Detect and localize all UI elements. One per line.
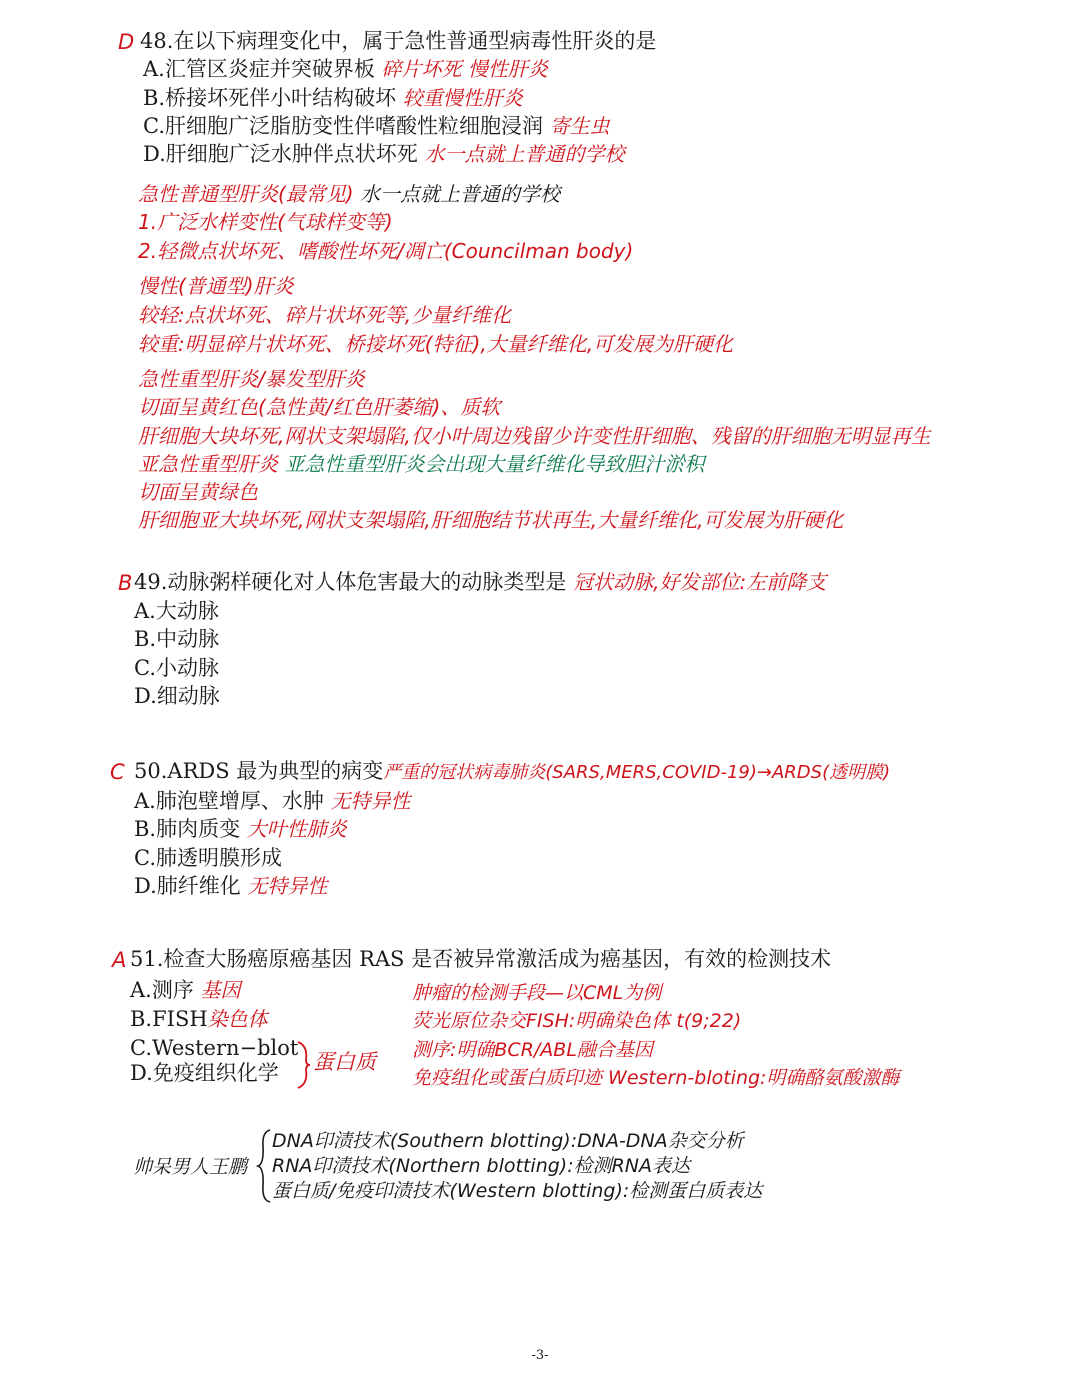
q50-stem: 50.ARDS 最为典型的病变严重的冠状病毒肺炎(SARS,MERS,COVID-19)→ARDS(透明膜) — [134, 759, 891, 783]
q48-option-c: C.肝细胞广泛脂肪变性伴嗜酸性粒细胞浸润 寄生虫 — [143, 114, 610, 138]
blot-southern: DNA印渍技术(Southern blotting):DNA-DNA杂交分析 — [272, 1130, 744, 1152]
fulminant-title: 急性重型肝炎/暴发型肝炎 — [138, 367, 365, 391]
blot-mnemonic-label: 帅呆男人王鹏 — [133, 1156, 248, 1178]
q49-answer: B — [118, 571, 133, 595]
blot-northern: RNA印渍技术(Northern blotting):检测RNA表达 — [272, 1155, 691, 1177]
q51-option-c: C.Western−blot — [130, 1036, 299, 1060]
chronic-hepatitis-title: 慢性(普通型)肝炎 — [138, 274, 294, 298]
acute-point-2: 2.轻微点状坏死、嗜酸性坏死/凋亡(Councilman body) — [138, 239, 634, 263]
q50-option-a-note: 无特异性 — [330, 789, 411, 813]
q50-note: 严重的冠状病毒肺炎(SARS,MERS,COVID-19)→ARDS(透明膜) — [383, 762, 891, 783]
chronic-mild: 较轻:点状坏死、碎片状坏死等,少量纤维化 — [138, 303, 512, 327]
subacute-green-note: 亚急性重型肝炎会出现大量纤维化导致胆汁淤积 — [284, 452, 705, 476]
q51-option-a-note: 基因 — [200, 978, 241, 1002]
q49-option-c: C.小动脉 — [134, 656, 219, 680]
acute-mnemonic: 水一点就上普通的学校 — [359, 182, 560, 206]
q51-protein-note: 蛋白质 — [313, 1050, 376, 1074]
q51-option-a: A.测序 基因 — [130, 978, 241, 1002]
q48-option-d: D.肝细胞广泛水肿伴点状坏死 水一点就上普通的学校 — [143, 142, 625, 166]
q51-right-note-4: 免疫组化或蛋白质印迹 Western-bloting:明确酪氨酸激酶 — [412, 1067, 900, 1089]
q51-option-b-note: 染色体 — [207, 1007, 268, 1031]
q49-option-b: B.中动脉 — [134, 627, 220, 651]
q50-option-c: C.肺透明膜形成 — [134, 846, 282, 870]
q49-option-a: A.大动脉 — [134, 599, 219, 623]
q50-option-a: A.肺泡壁增厚、水肿 无特异性 — [134, 789, 411, 813]
q50-option-b-note: 大叶性肺炎 — [246, 817, 347, 841]
q49-option-d: D.细动脉 — [134, 684, 220, 708]
q51-right-note-1: 肿瘤的检测手段—以CML为例 — [412, 982, 662, 1004]
q48-option-b-note: 较重慢性肝炎 — [402, 86, 523, 110]
acute-hepatitis-title: 急性普通型肝炎(最常见) 水一点就上普通的学校 — [138, 182, 560, 206]
q48-option-a: A.汇管区炎症并突破界板 碎片坏死 慢性肝炎 — [143, 57, 548, 81]
q48-option-d-note: 水一点就上普通的学校 — [424, 142, 625, 166]
q51-stem: 51.检查大肠癌原癌基因 RAS 是否被异常激活成为癌基因，有效的检测技术 — [130, 947, 832, 971]
chronic-severe: 较重:明显碎片状坏死、桥接坏死(特征),大量纤维化,可发展为肝硬化 — [138, 332, 734, 356]
q48-stem: 48.在以下病理变化中，属于急性普通型病毒性肝炎的是 — [140, 29, 657, 53]
q49-stem: 49.动脉粥样硬化对人体危害最大的动脉类型是 冠状动脉,好发部位:左前降支 — [134, 570, 827, 594]
q50-answer: C — [110, 760, 125, 784]
fulminant-point-2: 肝细胞大块坏死,网状支架塌陷,仅小叶周边残留少许变性肝细胞、残留的肝细胞无明显再生 — [138, 424, 931, 448]
q51-option-d: D.免疫组织化学 — [130, 1061, 279, 1085]
protein-brace — [296, 1040, 312, 1090]
fulminant-point-1: 切面呈黄红色(急性黄/红色肝萎缩)、质软 — [138, 395, 501, 419]
q48-option-b: B.桥接坏死伴小叶结构破坏 较重慢性肝炎 — [143, 86, 523, 110]
q51-option-b: B.FISH染色体 — [130, 1007, 268, 1031]
q50-option-b: B.肺肉质变 大叶性肺炎 — [134, 817, 347, 841]
q51-right-note-3: 测序:明确BCR/ABL融合基因 — [412, 1039, 653, 1061]
acute-point-1: 1.广泛水样变性(气球样变等) — [138, 210, 393, 234]
q50-option-d-note: 无特异性 — [247, 874, 328, 898]
page-number: -3- — [531, 1348, 549, 1363]
subacute-point-1: 切面呈黄绿色 — [138, 480, 258, 504]
q49-note: 冠状动脉,好发部位:左前降支 — [573, 570, 827, 594]
q51-answer: A — [112, 948, 127, 972]
q48-option-a-note: 碎片坏死 慢性肝炎 — [381, 57, 548, 81]
blot-brace — [256, 1128, 272, 1204]
q48-option-c-note: 寄生虫 — [549, 114, 610, 138]
q50-option-d: D.肺纤维化 无特异性 — [134, 874, 328, 898]
subacute-title: 亚急性重型肝炎 亚急性重型肝炎会出现大量纤维化导致胆汁淤积 — [138, 452, 705, 476]
q51-right-note-2: 荧光原位杂交FISH:明确染色体 t(9;22) — [412, 1010, 742, 1032]
subacute-point-2: 肝细胞亚大块坏死,网状支架塌陷,肝细胞结节状再生,大量纤维化,可发展为肝硬化 — [138, 508, 844, 532]
q48-answer: D — [118, 30, 135, 54]
blot-western: 蛋白质/免疫印渍技术(Western blotting):检测蛋白质表达 — [272, 1180, 763, 1202]
